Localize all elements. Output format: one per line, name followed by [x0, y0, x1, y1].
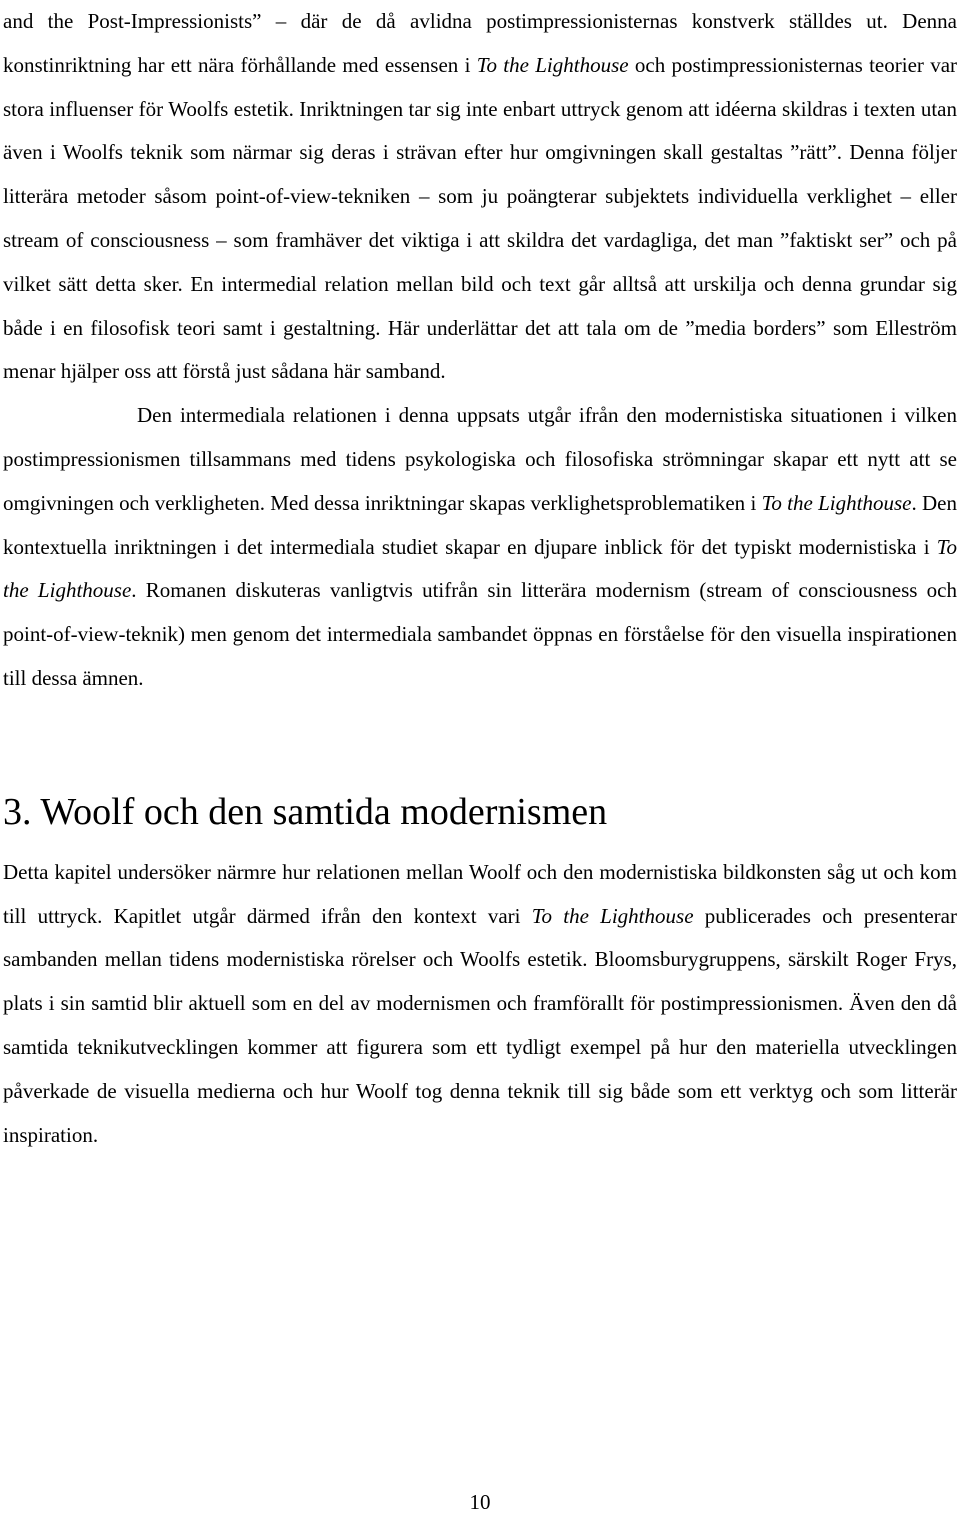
- paragraph-text: and the Post-Impressionists” – där de då avlidna postimpressionisternas konstverk ställdes ut. Denna konstinriktning har ett nära förhållande med essensen i: [3, 9, 957, 77]
- paragraph-text: . Den kontextuella inriktningen i det intermediala studiet skapar en djupare inblick för det typiskt modernistiska i: [3, 490, 958, 559]
- document-page: [3, 0, 957, 1157]
- book-title-italic: To the Lighthouse: [3, 534, 957, 603]
- paragraph-text: och postimpressionisternas teorier var stora influenser för Woolfs estetik. Inriktningen tar sig inte enbart uttryck genom att idéerna skildras i texten utan även i Woolfs teknik som närmar sig deras i strävan efter hur omgivningen skall gestaltas ”rätt”. Denna följer litterära metoder såsom point-of-view-tekniken – som ju poängterar subjektets individuella verklighet – eller stream of consciousness – som framhäver det viktiga i att skildra det vardagliga, det man ”faktiskt ser” och på vilket sätt detta sker. En intermedial relation mellan bild och text går alltså att urskilja och denna grundar sig både i en filosofisk teori samt i gestaltning. Här underlättar det att tala om de ”media borders” som Elleström menar hjälper oss att förstå just sådana här samband.: [3, 52, 958, 384]
- body-paragraph: [3, 851, 957, 1158]
- book-title-italic: To the Lighthouse: [531, 903, 694, 928]
- book-title-italic: To the Lighthouse: [476, 52, 629, 77]
- paragraph-text: . Romanen diskuteras vanligtvis utifrån sin litterära modernism (stream of consciousness och point-of-view-teknik) men genom det intermediala sambandet öppnas en förståelse för den visuella inspirationen till dessa ämnen.: [3, 578, 958, 690]
- section-heading: 3. Woolf och den samtida modernismen: [3, 790, 608, 833]
- paragraph-text: Den intermediala relationen i denna uppsats utgår ifrån den modernistiska situationen i vilken postimpressionismen tillsammans med tidens psykologiska och filosofiska strömningar skapar ett nytt att se omgivningen och verkligheten. Med dessa inriktningar skapas verklighetsproblematiken i: [3, 403, 957, 515]
- book-title-italic: To the Lighthouse: [761, 490, 912, 515]
- page-number: 10: [469, 1490, 491, 1514]
- paragraph-text: publicerades och presenterar sambanden mellan tidens modernistiska rörelser och Woolfs estetik. Bloomsburygruppens, särskilt Roger Frys, plats i sin samtid blir aktuell som en del av modernismen och framförallt för postimpressionismen. Även den då samtida teknikutvecklingen kommer att figurera som ett tydligt exempel på hur den materiella utvecklingen påverkade de visuella medierna och hur Woolf tog denna teknik till sig både som ett verktyg och som litterär inspiration.: [3, 903, 957, 1147]
- body-paragraph: [3, 394, 957, 701]
- body-paragraph: [3, 0, 957, 394]
- paragraph-text: Detta kapitel undersöker närmre hur relationen mellan Woolf och den modernistiska bildkonsten såg ut och kom till uttryck. Kapitlet utgår därmed ifrån den kontext vari: [3, 859, 957, 928]
